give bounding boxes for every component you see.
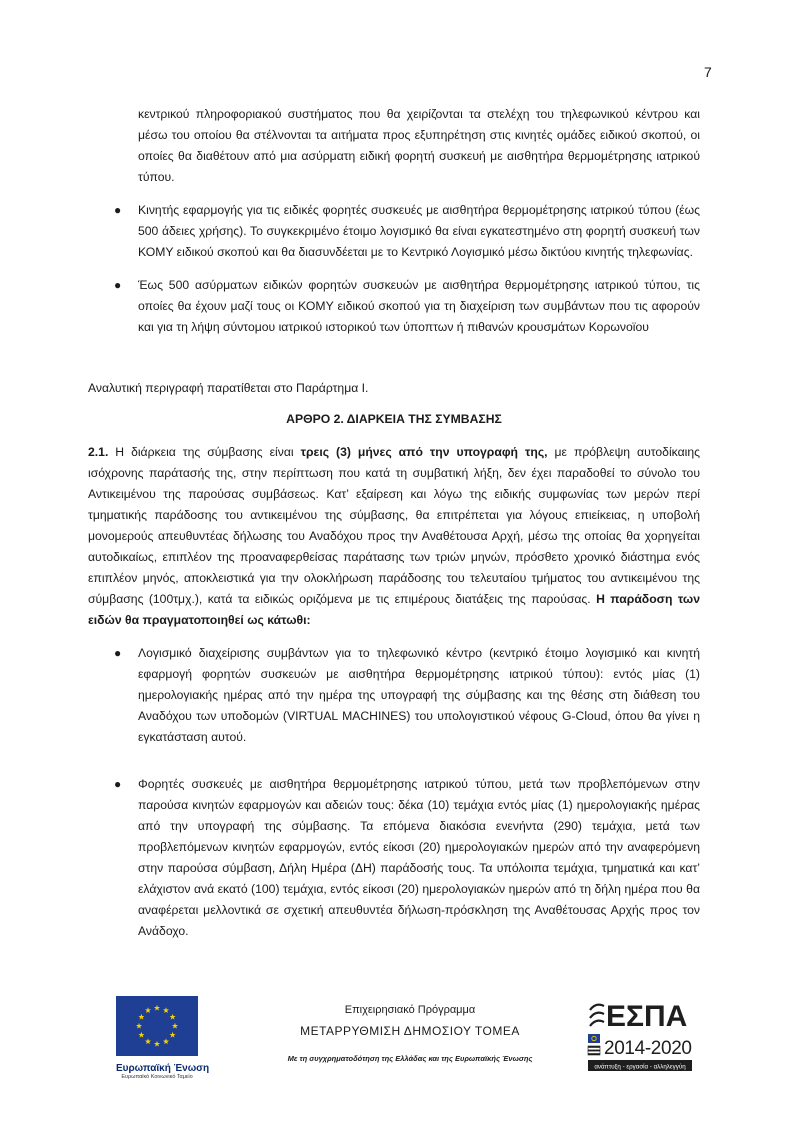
eu-label: Ευρωπαϊκή Ένωση xyxy=(116,1063,210,1074)
eu-flag-icon xyxy=(116,996,198,1056)
list-item-text: Έως 500 ασύρματων ειδικών φορητών συσκευών με αισθητήρα θερμομέτρησης ιατρικού τύπου, τις οποίες θα έχουν μαζί τους οι ΚΟΜΥ ειδικού σκοπού για τη διαχείριση των συμβάντων που τις αφορούν και για τη λήψη σύντομου ιατρικού ιστορικού των ύποπτων ή πιθανών κρουσμάτων Κορωνοϊου xyxy=(138,278,700,334)
list-item xyxy=(88,200,700,263)
list-item-text: Λογισμικό διαχείρισης συμβάντων για το τηλεφωνικό κέντρο (κεντρικό έτοιμο λογισμικό και κινητή εφαρμογή φορητών συσκευών με αισθητήρα θερμομέτρησης ιατρικού τύπου): εντός μίας (1) ημερολογιακής ημέρας από την ημέρα της υπογραφή της σύμβασης και της θέσης στη διάθεση του Αναδόχου των υποδομών (VIRTUAL MACHINES) του υπολογιστικού νέφους G-Cloud, όπου θα γίνει η εγκατάσταση αυτού. xyxy=(138,646,700,744)
programme-label: Επιχειρησιακό Πρόγραμμα xyxy=(344,1004,476,1016)
espa-stripes-icon xyxy=(590,1005,604,1026)
cofunding-text: Με τη συγχρηματοδότηση της Ελλάδας και της Ευρωπαϊκής Ένωσης xyxy=(287,1054,533,1063)
footer-logos xyxy=(0,996,800,1106)
list-item xyxy=(88,643,700,748)
bullet-icon: ● xyxy=(114,646,122,660)
intro-continuation: κεντρικού πληροφοριακού συστήματος που θα χειρίζονται τα στελέχη του τηλεφωνικού κέντρου και μέσω του οποίου θα στέλνονται τα αιτήματα προς εξυπηρέτηση στις κινητές ομάδες ειδικού σκοπού, οι οποίες θα διαθέτουν από μια ασύρματη ειδική φορητή συσκευή με αισθητήρα θερμομέτρησης ιατρικού τύπου. xyxy=(138,107,700,184)
espa-title: ΕΣΠΑ xyxy=(606,1000,688,1033)
gr-mini-flag-icon xyxy=(588,1046,600,1055)
programme-block xyxy=(220,1004,600,1063)
annex-reference: Αναλυτική περιγραφή παρατίθεται στο Παράρτημα Ι. xyxy=(88,381,369,395)
espa-tagline: ανάπτυξη - εργασία - αλληλεγγύη xyxy=(594,1063,686,1071)
article-paragraph xyxy=(88,442,700,631)
list-item-text: Κινητής εφαρμογής για τις ειδικές φορητές συσκευές με αισθητήρα θερμομέτρησης ιατρικού τύπου (έως 500 άδειες χρήσης). Το συγκεκριμένο έτοιμο λογισμικό θα είναι εγκατεστημένο στη φορητή συσκευή των ΚΟΜΥ ειδικού σκοπού και θα διασυνδέεται με το Κεντρικό Λογισμικό μέσω δικτύου κινητής τηλεφωνίας. xyxy=(138,203,700,259)
article-text-a: Η διάρκεια της σύμβασης είναι xyxy=(108,445,301,459)
programme-name: ΜΕΤΑΡΡΥΘΜΙΣΗ ΔΗΜΟΣΙΟΥ ΤΟΜΕΑ xyxy=(300,1024,520,1038)
eu-mini-flag-icon xyxy=(588,1034,600,1043)
bullet-icon: ● xyxy=(114,777,122,791)
article-duration: τρεις (3) μήνες από την υπογραφή της, xyxy=(300,445,548,459)
page-body xyxy=(88,104,700,942)
list-item xyxy=(88,275,700,338)
article-heading: ΑΡΘΡΟ 2. ΔΙΑΡΚΕΙΑ ΤΗΣ ΣΥΜΒΑΣΗΣ xyxy=(286,412,502,426)
article-text-b: με πρόβλεψη αυτοδίκαιης ισόχρονης παράτασής της, στην περίπτωση που κατά τη συμβατική λήξη, δεν έχει παραδοθεί το σύνολο του Αντικειμένου της παρούσας συμβάσεως. Κατ’ εξαίρεση και λόγω της ειδικής συμφωνίας των μερών περί τμηματικής παράδοσης του αντικειμένου της σύμβασης, θα επιτρέπεται για λόγους επιείκειας, η υποβολή μονομερούς απευθυντέας δήλωσης του Αναδόχου προς την Αναθέτουσα Αρχή, μέσω της οποίας θα χορηγείται αυτοδικαίως, επιπλέον της προαναφερθείσας παράτασης των τριών μηνών, πρόσθετο χρονικό διάστημα ενός επιπλέον μηνός, αποκλειστικά για την ολοκλήρωση παράδοσης του τελευταίου τμήματος του αντικειμένου της σύμβασης (100τμχ.), κατά τα ειδικώς οριζόμενα με τις επιμέρους διατάξεις της παρούσας. xyxy=(88,445,700,606)
list-item-text: Φορητές συσκευές με αισθητήρα θερμομέτρησης ιατρικού τύπου, μετά των προβλεπόμενων στην παρούσα κινητών εφαρμογών και αδειών τους: δέκα (10) τεμάχια εντός μίας (1) ημερολογιακής ημέρας από την υπογραφή της σύμβασης. Τα επόμενα διακόσια ενενήντα (290) τεμάχια, μετά των προβλεπόμενων κινητών εφαρμογών, εντός είκοσι (20) ημερολογιακών ημερών από την αναφερόμενη στην παρούσα σύμβαση, Δήλη Ημέρα (ΔΗ) παράδοσής τους. Τα υπόλοιπα τεμάχια, τμηματικά και κατ’ ελάχιστον ανά εκατό (100) τεμάχια, εντός είκοσι (20) ημερολογιακών ημερών από τη δήλη ημέρα που θα αναφέρεται μελλοντικά σε σχετική απευθυντέα δήλωση-πρόσκληση της Αναθέτουσας Αρχής προς τον Ανάδοχο. xyxy=(138,777,700,938)
page-number: 7 xyxy=(704,64,712,80)
espa-years: 2014-2020 xyxy=(604,1038,692,1059)
bullet-icon: ● xyxy=(114,203,122,217)
list-item xyxy=(88,774,700,942)
article-number: 2.1. xyxy=(88,445,109,459)
eu-logo xyxy=(116,996,210,1080)
article-delivery-intro: Η παράδοση των ειδών θα πραγματοποιηθεί ως κάτωθι: xyxy=(88,592,700,627)
espa-logo xyxy=(586,996,696,1092)
eu-sub-label: Ευρωπαϊκό Κοινωνικό Ταμείο xyxy=(121,1074,193,1080)
bullet-icon: ● xyxy=(114,278,122,292)
